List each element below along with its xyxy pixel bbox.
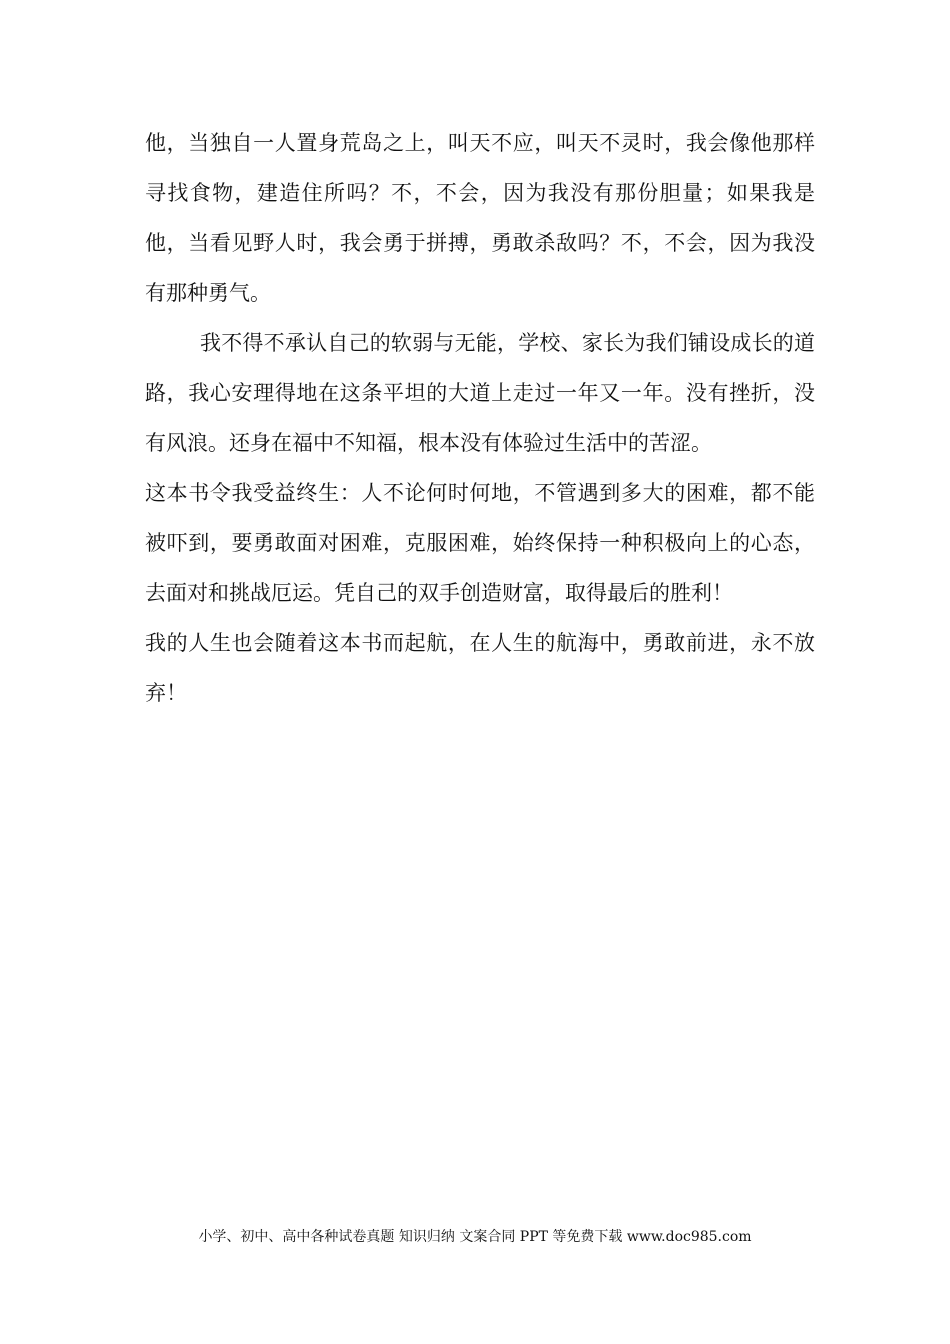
page-footer: 小学、初中、高中各种试卷真题 知识归纳 文案合同 PPT 等免费下载 www.doc985.com <box>198 1229 752 1245</box>
paragraph-2: 我不得不承认自己的软弱与无能，学校、家长为我们铺设成长的道路，我心安理得地在这条平坦的大道上走过一年又一年。没有挫折，没有风浪。还身在福中不知福，根本没有体验过生活中的苦涩。 <box>145 331 815 455</box>
paragraph-3: 这本书令我受益终生：人不论何时何地，不管遇到多大的困难，都不能被吓到，要勇敢面对困难，克服困难，始终保持一种积极向上的心态，去面对和挑战厄运。凭自己的双手创造财富，取得最后的胜利！ <box>145 481 815 605</box>
paragraph-4: 我的人生也会随着这本书而起航，在人生的航海中，勇敢前进，永不放弃！ <box>145 631 815 705</box>
paragraph-1: 他，当独自一人置身荒岛之上，叫天不应，叫天不灵时，我会像他那样寻找食物，建造住所吗？不，不会，因为我没有那份胆量；如果我是他，当看见野人时，我会勇于拼搏，勇敢杀敌吗？不，不会，因为我没有那种勇气。 <box>145 131 815 305</box>
document-body <box>145 118 815 718</box>
